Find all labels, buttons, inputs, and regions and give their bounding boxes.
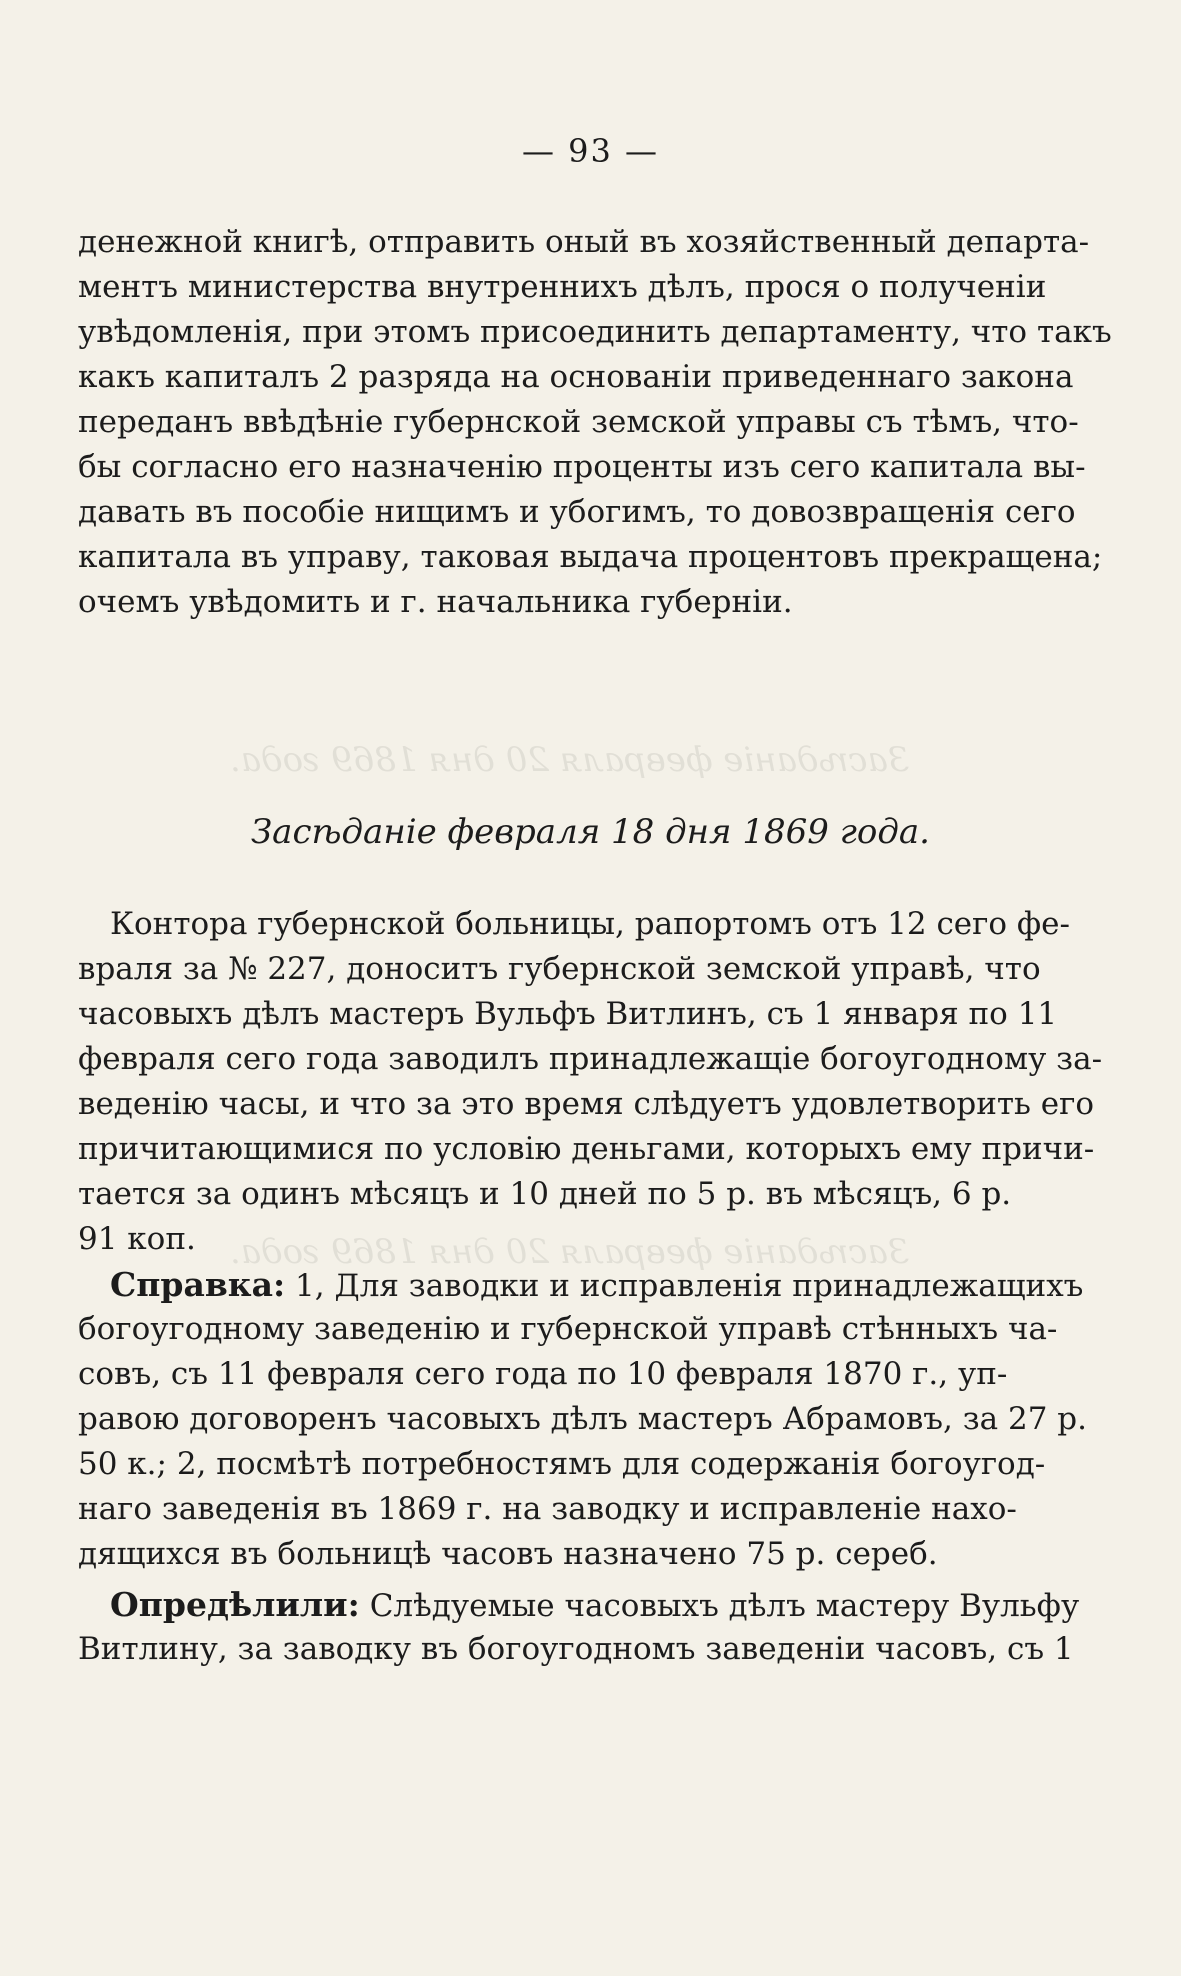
text-line: 91 коп. <box>78 1221 196 1257</box>
text-line: давать въ пособіе нищимъ и убогимъ, то довозвращенія сего <box>78 494 1076 530</box>
paragraph-continuation <box>78 220 1112 625</box>
opredelili-text: Слѣдуемые часовыхъ дѣлъ мастеру Вульфу <box>359 1588 1080 1624</box>
bleed-through-heading-2: Засѣданіе февраля 20 дня 1869 года. <box>230 1232 909 1272</box>
text-line: совъ, съ 11 февраля сего года по 10 февраля 1870 г., уп- <box>78 1356 1008 1392</box>
text-line: очемъ увѣдомить и г. начальника губерніи. <box>78 584 793 620</box>
text-line <box>78 1582 1080 1627</box>
text-line <box>78 1262 1084 1307</box>
text-line: какъ капиталъ 2 разряда на основаніи приведеннаго закона <box>78 359 1074 395</box>
page-number: — 93 — <box>521 132 660 170</box>
text-line: 50 к.; 2, посмѣтѣ потребностямъ для содержанія богоугод- <box>78 1446 1046 1482</box>
text-line: дящихся въ больницѣ часовъ назначено 75 р. сереб. <box>78 1536 938 1572</box>
text-line: увѣдомленія, при этомъ присоединить департаменту, что такъ <box>78 314 1112 350</box>
paragraph-report <box>78 902 1103 1262</box>
text-line: денежной книгѣ, отправить оный въ хозяйственный департа- <box>78 224 1090 260</box>
text-line: переданъ ввѣдѣніе губернской земской управы съ тѣмъ, что- <box>78 404 1079 440</box>
text-line: Контора губернской больницы, рапортомъ отъ 12 сего фе- <box>110 906 1071 942</box>
section-heading: Засѣданіе февраля 18 дня 1869 года. <box>251 812 930 852</box>
text-line: веденію часы, и что за это время слѣдуетъ удовлетворить его <box>78 1086 1095 1122</box>
text-line: капитала въ управу, таковая выдача процентовъ прекращена; <box>78 539 1103 575</box>
text-line: бы согласно его назначенію проценты изъ сего капитала вы- <box>78 449 1086 485</box>
text-line: Витлину, за заводку въ богоугодномъ заведеніи часовъ, съ 1 <box>78 1631 1074 1667</box>
text-line: февраля сего года заводилъ принадлежащіе богоугодному за- <box>78 1041 1103 1077</box>
text-line: ментъ министерства внутреннихъ дѣлъ, прося о полученіи <box>78 269 1047 305</box>
text-line: тается за одинъ мѣсяцъ и 10 дней по 5 р. въ мѣсяцъ, 6 р. <box>78 1176 1012 1212</box>
text-line: богоугодному заведенію и губернской управѣ стѣнныхъ ча- <box>78 1311 1058 1347</box>
text-line: враля за № 227, доноситъ губернской земской управѣ, что <box>78 951 1041 987</box>
spravka-label: Справка: <box>110 1265 286 1304</box>
opredelili-label: Опредѣлили: <box>110 1585 360 1624</box>
paragraph-opredelili <box>78 1582 1080 1672</box>
text-line: равою договоренъ часовыхъ дѣлъ мастеръ Абрамовъ, за 27 р. <box>78 1401 1087 1437</box>
spravka-text: 1, Для заводки и исправленія принадлежащихъ <box>285 1268 1084 1304</box>
text-line: часовыхъ дѣлъ мастеръ Вульфъ Витлинъ, съ 1 января по 11 <box>78 996 1058 1032</box>
text-line: наго заведенія въ 1869 г. на заводку и исправленіе нахо- <box>78 1491 1017 1527</box>
bleed-through-heading: Засѣданіе февраля 20 дня 1869 года. <box>230 740 909 780</box>
text-line: причитающимися по условію деньгами, которыхъ ему причи- <box>78 1131 1095 1167</box>
paragraph-spravka <box>78 1262 1087 1577</box>
